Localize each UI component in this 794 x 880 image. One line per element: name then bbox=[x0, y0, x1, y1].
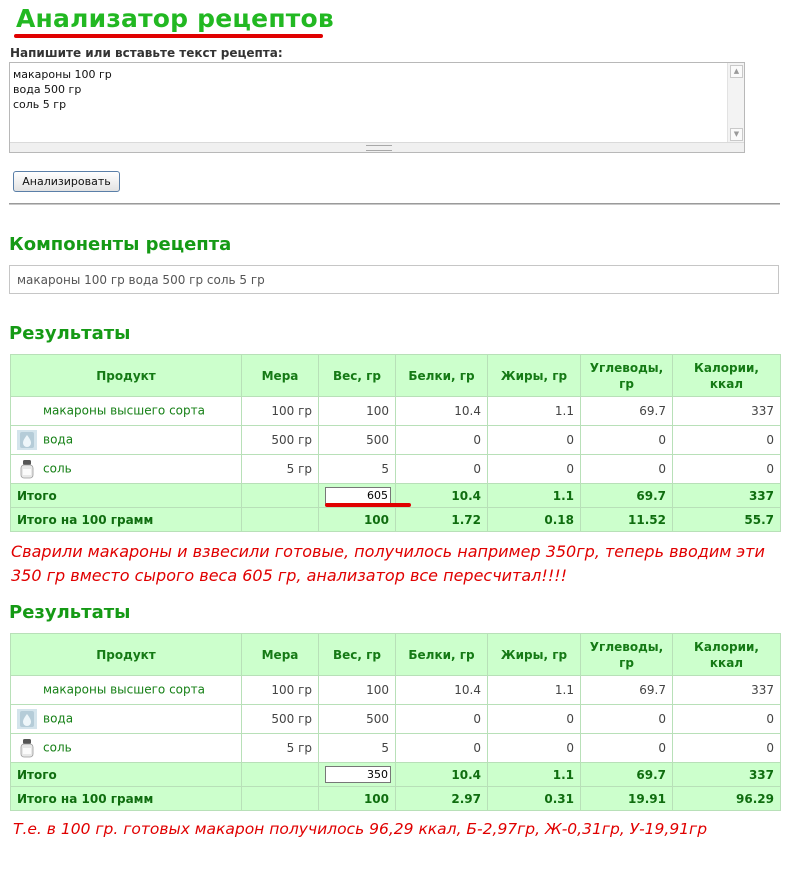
per100-carbs: 11.52 bbox=[581, 508, 673, 532]
protein-cell: 10.4 bbox=[396, 397, 488, 426]
col-protein: Белки, гр bbox=[396, 355, 488, 397]
annotation-note: Сварили макароны и взвесили готовые, получилось например 350гр, теперь вводим эти 350 гр вместо сырого веса 605 гр, анализатор все пересчитал!!!! bbox=[11, 542, 765, 585]
col-product: Продукт bbox=[11, 355, 242, 397]
total-weight-input[interactable] bbox=[325, 487, 391, 504]
calories-cell: 0 bbox=[673, 426, 781, 455]
divider bbox=[9, 203, 780, 205]
product-name[interactable]: соль bbox=[43, 461, 72, 476]
weight-cell: 500 bbox=[319, 705, 396, 734]
total-carbs: 69.7 bbox=[581, 763, 673, 787]
salt-icon bbox=[17, 738, 37, 758]
carbs-cell: 0 bbox=[581, 734, 673, 763]
product-image-placeholder bbox=[17, 680, 37, 700]
product-cell bbox=[11, 734, 242, 763]
total-weight-cell bbox=[319, 763, 396, 787]
product-name[interactable]: соль bbox=[43, 740, 72, 755]
recipe-input-label: Напишите или вставьте текст рецепта: bbox=[10, 46, 283, 60]
results-title: Результаты bbox=[9, 323, 131, 344]
total-protein: 10.4 bbox=[396, 763, 488, 787]
fat-cell: 0 bbox=[488, 455, 581, 484]
total-carbs: 69.7 bbox=[581, 484, 673, 508]
weight-cell: 5 bbox=[319, 455, 396, 484]
per100-protein: 2.97 bbox=[396, 787, 488, 811]
total-label: Итого bbox=[11, 484, 242, 508]
water-icon bbox=[17, 709, 37, 729]
scroll-up-icon[interactable]: ▲ bbox=[730, 65, 743, 78]
results-title-2: Результаты bbox=[9, 602, 131, 623]
carbs-cell: 0 bbox=[581, 705, 673, 734]
recipe-textarea[interactable] bbox=[9, 62, 745, 153]
product-name[interactable]: вода bbox=[43, 711, 74, 726]
table-header-row bbox=[11, 355, 781, 397]
weight-cell: 5 bbox=[319, 734, 396, 763]
total-measure-cell bbox=[242, 763, 319, 787]
table-row bbox=[11, 734, 781, 763]
total-weight-input[interactable] bbox=[325, 766, 391, 783]
product-cell bbox=[11, 705, 242, 734]
col-fat: Жиры, гр bbox=[488, 355, 581, 397]
per100-row bbox=[11, 787, 781, 811]
table-row bbox=[11, 426, 781, 455]
carbs-cell: 0 bbox=[581, 426, 673, 455]
weight-cell: 500 bbox=[319, 426, 396, 455]
col-calories: Калории, ккал bbox=[673, 634, 781, 676]
weight-cell: 100 bbox=[319, 676, 396, 705]
measure-cell: 5 гр bbox=[242, 455, 319, 484]
salt-icon bbox=[17, 459, 37, 479]
protein-cell: 0 bbox=[396, 734, 488, 763]
per100-row bbox=[11, 508, 781, 532]
calories-cell: 337 bbox=[673, 676, 781, 705]
fat-cell: 0 bbox=[488, 426, 581, 455]
recipe-textarea-content[interactable]: макароны 100 гр вода 500 гр соль 5 гр bbox=[13, 68, 112, 111]
total-fat: 1.1 bbox=[488, 484, 581, 508]
table-header-row bbox=[11, 634, 781, 676]
conclusion-note: Т.е. в 100 гр. готовых макарон получилось 96,29 ккал, Б-2,97гр, Ж-0,31гр, У-19,91гр bbox=[13, 820, 708, 838]
carbs-cell: 69.7 bbox=[581, 676, 673, 705]
scroll-down-icon[interactable]: ▼ bbox=[730, 128, 743, 141]
per100-carbs: 19.91 bbox=[581, 787, 673, 811]
col-weight: Вес, гр bbox=[319, 355, 396, 397]
measure-cell: 500 гр bbox=[242, 426, 319, 455]
col-carbs: Углеводы, гр bbox=[581, 355, 673, 397]
table-row bbox=[11, 676, 781, 705]
weight-cell: 100 bbox=[319, 397, 396, 426]
per100-measure-cell bbox=[242, 508, 319, 532]
table-row bbox=[11, 455, 781, 484]
analyze-button[interactable]: Анализировать bbox=[13, 171, 120, 192]
col-protein: Белки, гр bbox=[396, 634, 488, 676]
per100-calories: 55.7 bbox=[673, 508, 781, 532]
product-name[interactable]: макароны высшего сорта bbox=[43, 403, 205, 418]
components-text: макароны 100 гр вода 500 гр соль 5 гр bbox=[9, 265, 779, 294]
calories-cell: 337 bbox=[673, 397, 781, 426]
table-row bbox=[11, 397, 781, 426]
table-row bbox=[11, 705, 781, 734]
total-calories: 337 bbox=[673, 484, 781, 508]
fat-cell: 0 bbox=[488, 734, 581, 763]
col-product: Продукт bbox=[11, 634, 242, 676]
fat-cell: 0 bbox=[488, 705, 581, 734]
measure-cell: 5 гр bbox=[242, 734, 319, 763]
carbs-cell: 69.7 bbox=[581, 397, 673, 426]
total-protein: 10.4 bbox=[396, 484, 488, 508]
per100-label: Итого на 100 грамм bbox=[11, 787, 242, 811]
per100-measure-cell bbox=[242, 787, 319, 811]
textarea-resize-handle[interactable] bbox=[10, 142, 744, 152]
product-cell bbox=[11, 455, 242, 484]
col-measure: Мера bbox=[242, 634, 319, 676]
title-red-underline bbox=[14, 34, 323, 38]
col-carbs: Углеводы, гр bbox=[581, 634, 673, 676]
total-measure-cell bbox=[242, 484, 319, 508]
per100-weight: 100 bbox=[319, 508, 396, 532]
total-fat: 1.1 bbox=[488, 763, 581, 787]
calories-cell: 0 bbox=[673, 734, 781, 763]
product-name[interactable]: макароны высшего сорта bbox=[43, 682, 205, 697]
total-label: Итого bbox=[11, 763, 242, 787]
measure-cell: 100 гр bbox=[242, 397, 319, 426]
col-measure: Мера bbox=[242, 355, 319, 397]
product-image-placeholder bbox=[17, 401, 37, 421]
per100-label: Итого на 100 грамм bbox=[11, 508, 242, 532]
measure-cell: 100 гр bbox=[242, 676, 319, 705]
per100-fat: 0.31 bbox=[488, 787, 581, 811]
product-cell bbox=[11, 397, 242, 426]
total-row bbox=[11, 763, 781, 787]
product-name[interactable]: вода bbox=[43, 432, 74, 447]
results-table-2 bbox=[10, 633, 781, 811]
protein-cell: 0 bbox=[396, 426, 488, 455]
col-weight: Вес, гр bbox=[319, 634, 396, 676]
col-calories: Калории, ккал bbox=[673, 355, 781, 397]
water-icon bbox=[17, 430, 37, 450]
protein-cell: 0 bbox=[396, 455, 488, 484]
textarea-scrollbar[interactable] bbox=[727, 63, 744, 144]
protein-cell: 0 bbox=[396, 705, 488, 734]
product-cell bbox=[11, 426, 242, 455]
calories-cell: 0 bbox=[673, 705, 781, 734]
fat-cell: 1.1 bbox=[488, 397, 581, 426]
product-cell bbox=[11, 676, 242, 705]
components-title: Компоненты рецепта bbox=[9, 234, 232, 255]
per100-fat: 0.18 bbox=[488, 508, 581, 532]
per100-calories: 96.29 bbox=[673, 787, 781, 811]
resize-grip-icon bbox=[366, 145, 392, 151]
per100-weight: 100 bbox=[319, 787, 396, 811]
fat-cell: 1.1 bbox=[488, 676, 581, 705]
col-fat: Жиры, гр bbox=[488, 634, 581, 676]
protein-cell: 10.4 bbox=[396, 676, 488, 705]
carbs-cell: 0 bbox=[581, 455, 673, 484]
calories-cell: 0 bbox=[673, 455, 781, 484]
measure-cell: 500 гр bbox=[242, 705, 319, 734]
app-title: Анализатор рецептов bbox=[16, 4, 334, 33]
weight-red-underline bbox=[325, 503, 411, 507]
total-calories: 337 bbox=[673, 763, 781, 787]
per100-protein: 1.72 bbox=[396, 508, 488, 532]
